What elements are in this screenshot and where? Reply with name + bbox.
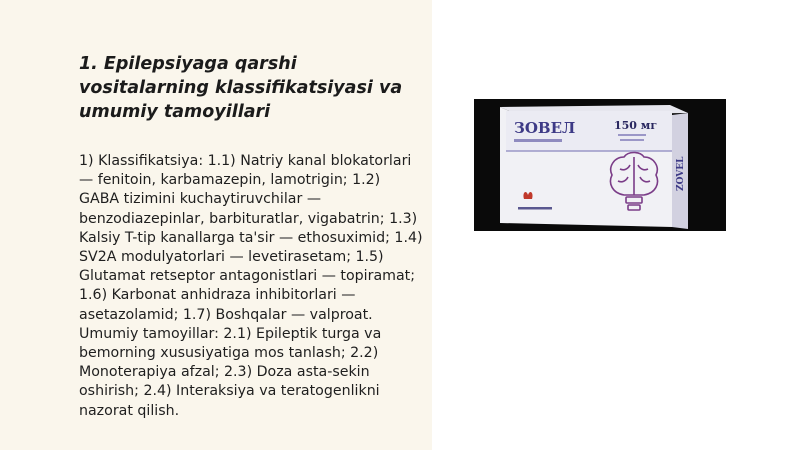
- slide-body-text: 1) Klassifikatsiya: 1.1) Natriy kanal blokatorlari — fenitoin, karbamazepin, lamotrigin; 1.2) GABA tizimini kuchaytiruvchilar — benzodiazepinlar, barbituratlar, vigabatrin; 1.3) Kalsiy T-tip kanallarga ta'sir — ethosuximid; 1.4) SV2A modulyatorlari — levetirasetam; 1.5) Glutamat retseptor antagonistlari — topiramat; 1.6) Karbonat anhidraza inhibitorlari — asetazolamid; 1.7) Boshqalar — valproat. Umumiy tamoyillar: 2.1) Epileptik turga va bemorning xususiyatiga mos tanlash; 2.2) Monoterapiya afzal; 2.3) Doza asta-sekin oshirish; 2.4) Interaksiya va teratogenlikni nazorat qilish.: [79, 153, 423, 419]
- box-dose-text: 150 мг: [614, 119, 658, 132]
- box-side-brand-text: ZOVEL: [676, 156, 686, 191]
- box-subtitle-mark: [514, 139, 562, 142]
- medicine-box-illustration: [474, 99, 726, 231]
- slide-title: 1. Epilepsiyaga qarshi vositalarning klassifikatsiyasi va umumiy tamoyillari: [79, 54, 403, 122]
- box-dose-detail-mark-2: [620, 139, 644, 141]
- medicine-box-photo: [474, 99, 726, 231]
- box-brand-text: ЗОВЕЛ: [514, 119, 576, 137]
- box-dose-detail-mark: [618, 134, 646, 136]
